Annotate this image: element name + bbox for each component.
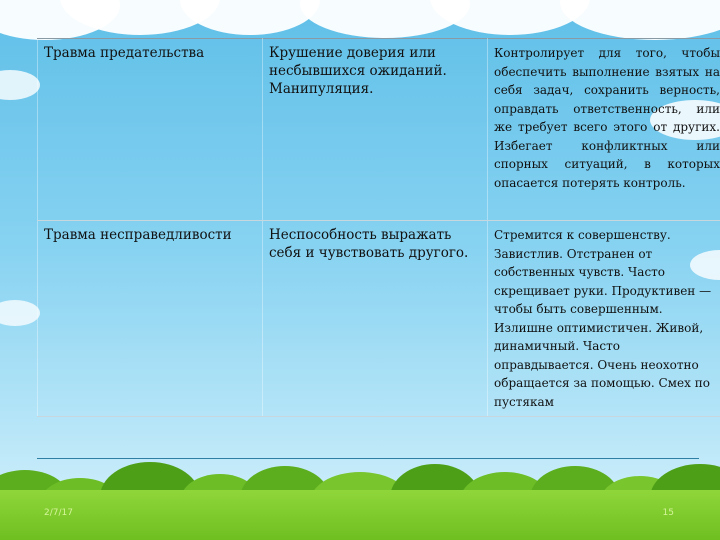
table-row [38, 39, 720, 221]
grass-strip [0, 490, 720, 540]
trauma-table [37, 38, 720, 417]
divider-line [37, 458, 699, 459]
slide-date: 2/7/17 [44, 508, 73, 518]
cause-cell: Крушение доверия или несбывшихся ожиданий. Манипуляция. [263, 39, 488, 221]
table-row [38, 221, 720, 417]
trauma-name-cell: Травма предательства [38, 39, 263, 221]
trauma-name-cell: Травма несправедливости [38, 221, 263, 417]
behavior-cell: Контролирует для того, чтобы обеспечить выполнение взятых на себя задач, сохранить верность, оправдать ответственность, или же требует всего этого от других. Избегает конфликтных или спорных ситуаций, в которых опасается потерять контроль. [488, 39, 720, 221]
behavior-cell: Стремится к совершенству. Завистлив. Отстранен от собственных чувств. Часто скрещивает руки. Продуктивен — чтобы быть совершенным. Излишне оптимистичен. Живой, динамичный. Часто оправдывается. Очень неохотно обращается за помощью. Смех по пустякам [488, 221, 720, 417]
cause-cell: Неспособность выражать себя и чувствовать другого. [263, 221, 488, 417]
slide-number: 15 [662, 508, 674, 518]
